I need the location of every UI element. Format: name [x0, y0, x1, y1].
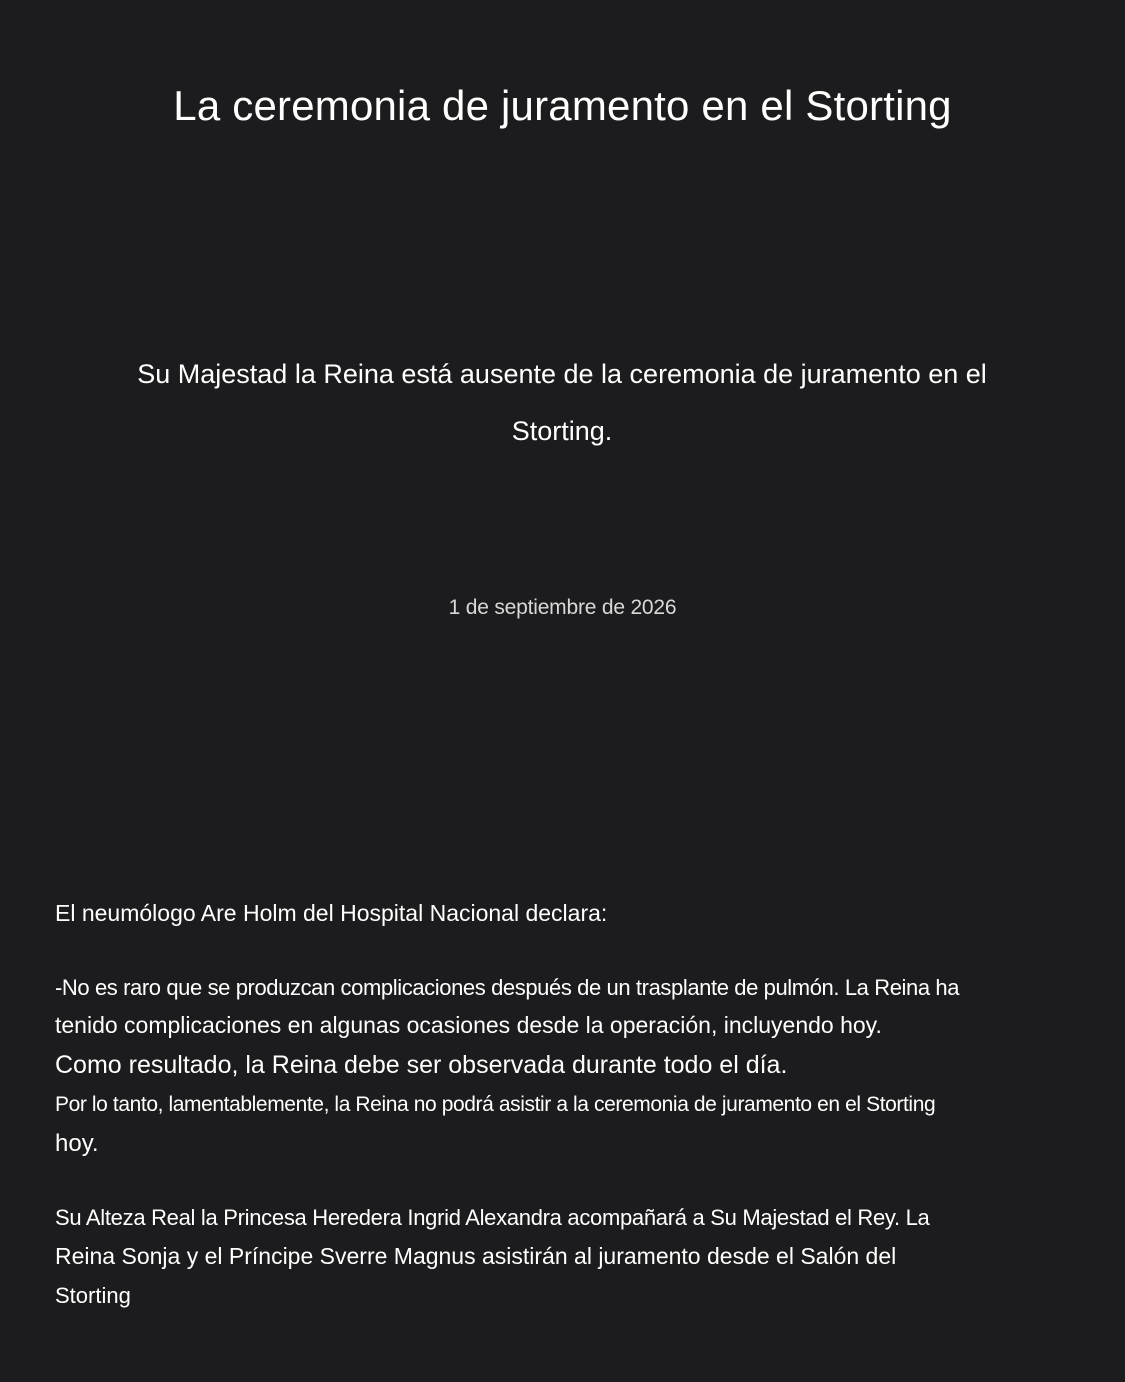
- body-line: -No es raro que se produzcan complicaciones después de un trasplante de pulmón. La Reina ha: [55, 975, 960, 1000]
- body-line: Como resultado, la Reina debe ser observada durante todo el día.: [55, 1051, 788, 1079]
- body-line: Su Alteza Real la Princesa Heredera Ingrid Alexandra acompañará a Su Majestad el Rey. La: [55, 1205, 930, 1230]
- statement-intro: El neumólogo Are Holm del Hospital Nacional declara:: [55, 900, 608, 926]
- body-line: tenido complicaciones en algunas ocasiones desde la operación, incluyendo hoy.: [55, 1012, 882, 1038]
- body-line: Por lo tanto, lamentablemente, la Reina no podrá asistir a la ceremonia de juramento en el Storting: [55, 1093, 936, 1116]
- article-subtitle: Su Majestad la Reina está ausente de la ceremonia de juramento en el Storting.: [137, 359, 987, 446]
- body-line: Reina Sonja y el Príncipe Sverre Magnus asistirán al juramento desde el Salón del: [55, 1243, 897, 1269]
- body-line: hoy.: [55, 1130, 99, 1157]
- page-title: La ceremonia de juramento en el Storting: [173, 82, 952, 129]
- article-date: 1 de septiembre de 2026: [448, 596, 677, 619]
- body-line: Storting: [55, 1283, 131, 1308]
